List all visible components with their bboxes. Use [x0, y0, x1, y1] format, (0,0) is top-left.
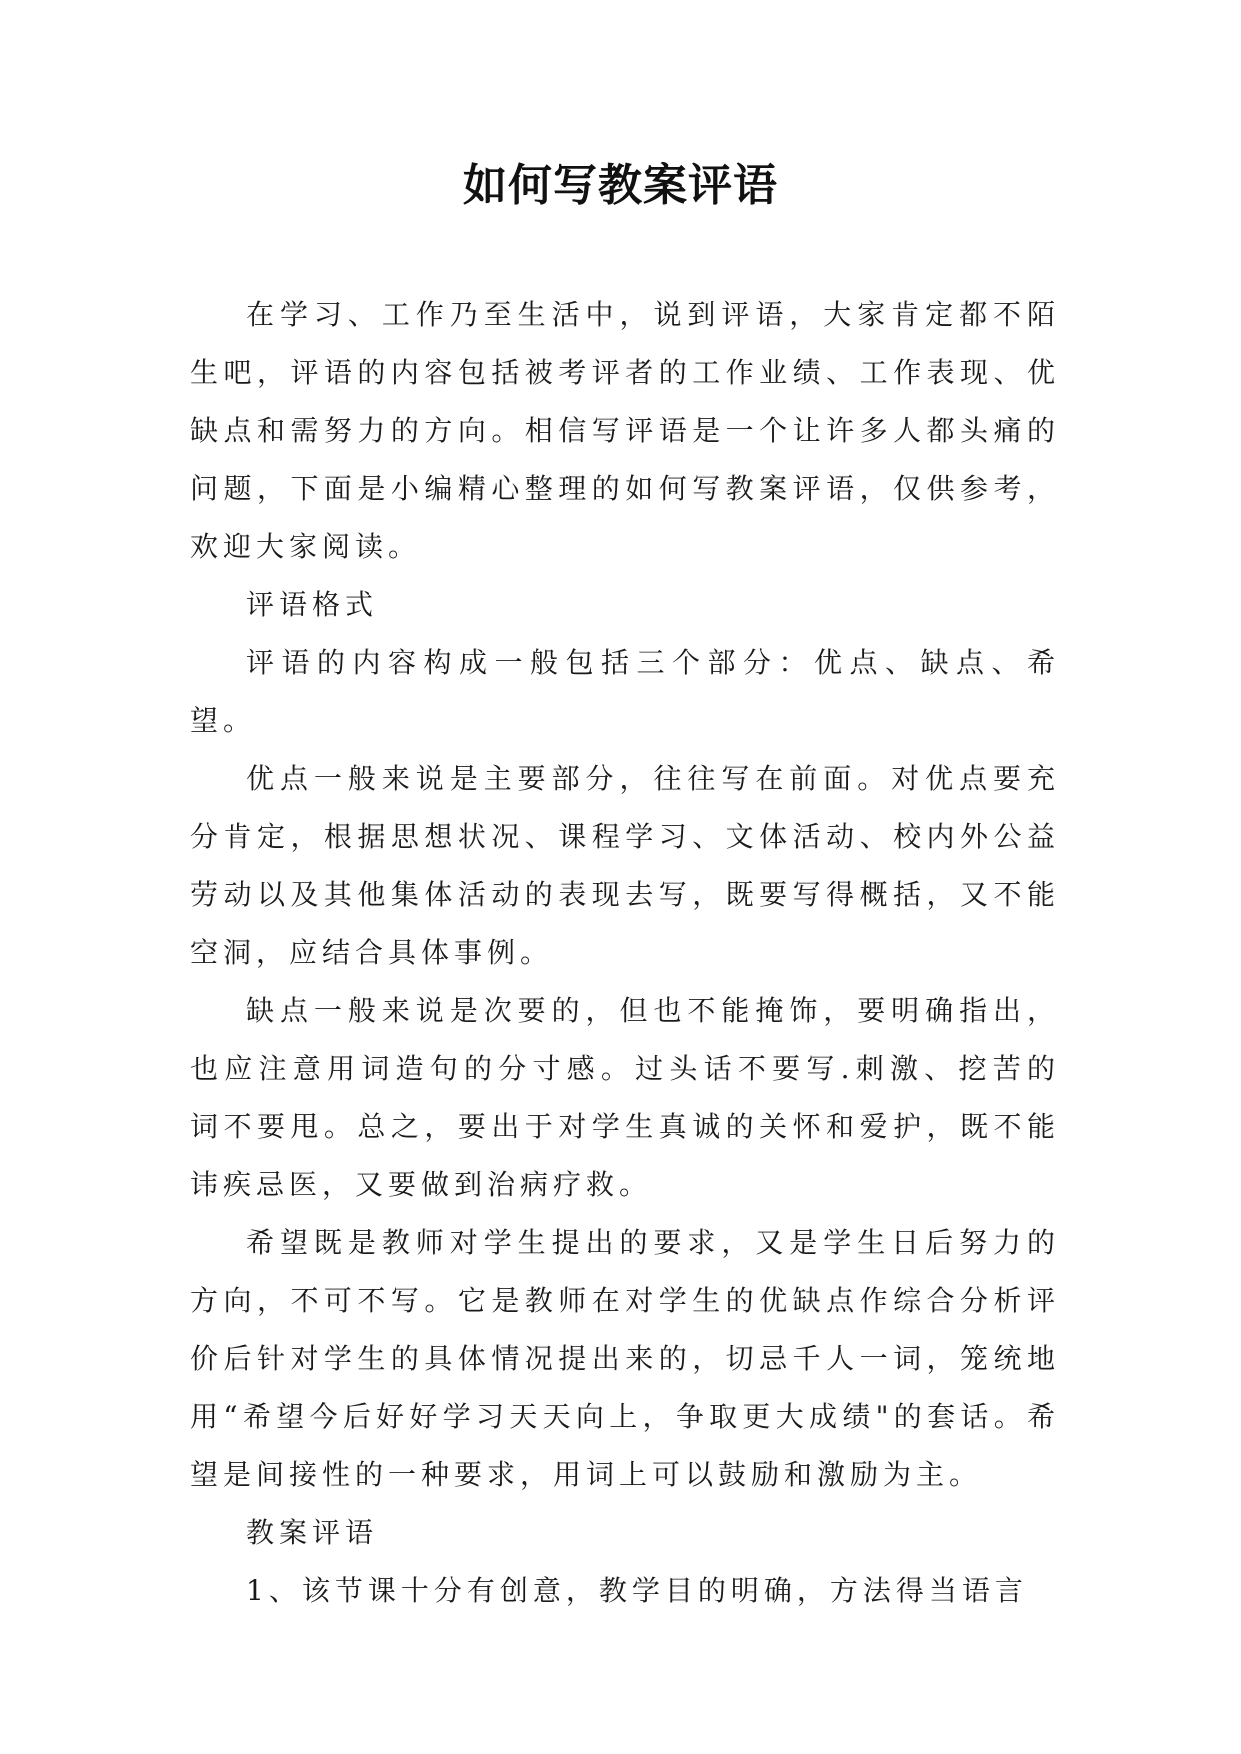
intro-paragraph: 在学习、工作乃至生活中，说到评语，大家肯定都不陌生吧，评语的内容包括被考评者的工作业绩、工作表现、优缺点和需努力的方向。相信写评语是一个让许多人都头痛的问题，下面是小编精心整理的如何写教案评语，仅供参考，欢迎大家阅读。 — [190, 298, 1060, 563]
document-body — [190, 286, 1060, 1620]
section-heading-format: 评语格式 — [246, 588, 379, 621]
section-heading-lesson-comments: 教案评语 — [246, 1516, 379, 1549]
weaknesses-paragraph: 缺点一般来说是次要的，但也不能掩饰，要明确指出，也应注意用词造句的分寸感。过头话不要写.刺激、挖苦的词不要甩。总之，要出于对学生真诚的关怀和爱护，既不能讳疾忌医，又要做到治病疗救。 — [190, 994, 1060, 1201]
hopes-paragraph: 希望既是教师对学生提出的要求，又是学生日后努力的方向，不可不写。它是教师在对学生的优缺点作综合分析评价后针对学生的具体情况提出来的，切忌千人一词，笼统地用“希望今后好好学习天天向上，争取更大成绩"的套话。希望是间接性的一种要求，用词上可以鼓励和激励为主。 — [190, 1226, 1060, 1491]
document-title: 如何写教案评语 — [463, 160, 778, 211]
format-paragraph: 评语的内容构成一般包括三个部分：优点、缺点、希望。 — [190, 646, 1060, 737]
comment-item-1: 1、该节课十分有创意，教学目的明确，方法得当语言 — [246, 1574, 1028, 1607]
strengths-paragraph: 优点一般来说是主要部分，往往写在前面。对优点要充分肯定，根据思想状况、课程学习、文体活动、校内外公益劳动以及其他集体活动的表现去写，既要写得概括，又不能空洞，应结合具体事例。 — [190, 762, 1060, 969]
